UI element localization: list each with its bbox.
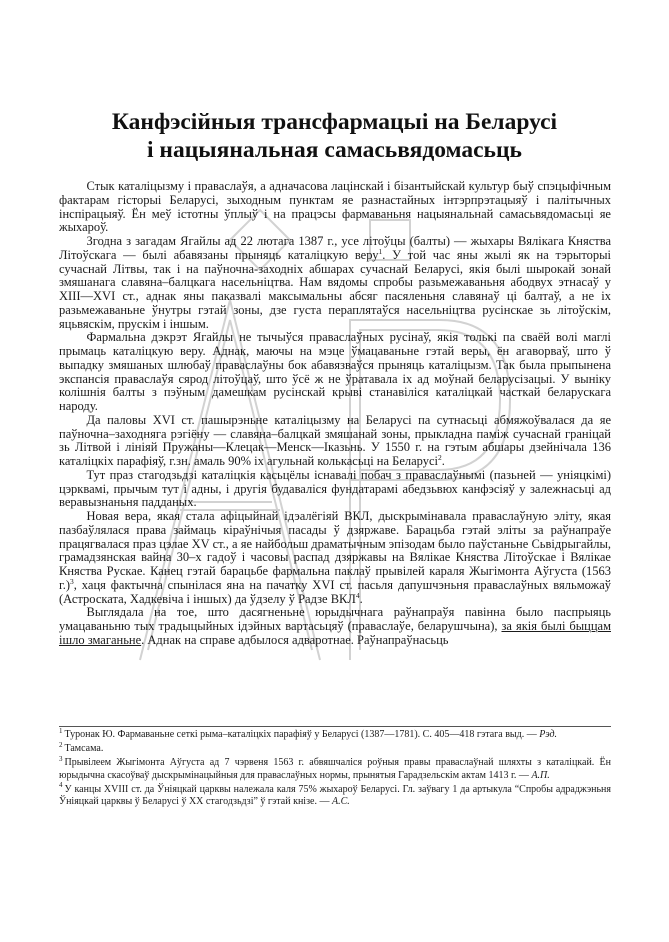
footnote-3-mark: 3 [59, 754, 63, 763]
paragraph-6-part-b: , хаця фактычна спынілася яна на пачатку XVI ст. пасьля дапушчэньня праваслаўных вяльможаў (Астроската, Хадкевіча і іншых) да ўдзелу ў Радзе ВКЛ [59, 577, 611, 606]
footnote-1 [59, 726, 611, 742]
footnote-4 [59, 781, 611, 809]
paragraph-7-part-b: . Аднак на справе адбылося адваротнае. Раўнапраўнасьць [141, 632, 449, 647]
footnote-1-mark: 1 [59, 726, 63, 735]
footnote-1-text: Туронак Ю. Фармаваньне сеткі рыма–каталіцкіх парафіяў у Беларусі (1387—1781). С. 405—418 гэтага выд. — [64, 729, 540, 740]
footnote-4-mark: 4 [59, 781, 63, 790]
footnote-ref-1[interactable]: 1 [378, 246, 383, 256]
footnote-2 [59, 740, 611, 756]
paragraph-4-part-a: Да паловы XVI ст. пашырэньне каталіцызму на Беларусі па сутнасьці абмяжоўвалася да яе паўночна–заходняга рэгіёну — славяна–балцкай змяшанай зоны, прыкладна паміж сучаснай граніцай зь Літвой і лініяй Пружаны—Клецак—Менск—Іказьнь. У 1550 г. на гэтым абшары дзейнічала 136 каталіцкіх парафіяў, г.зн. амаль 90% іх агульнай колькасьці на Беларусі [59, 412, 611, 468]
paragraph-6-part-c: . [359, 591, 363, 606]
footnotes [59, 726, 611, 810]
paragraph-7-part-a: Выглядала на тое, што дасягненьне юрыдычнага раўнапраўя павінна было паспрыяць умацаваньню тых традыцыйных ідэйных вартасьцяў (праваслаўе, беларушчына), [59, 605, 611, 633]
underlined-phrase: за якія былі быццам ішло змаганьне [59, 619, 611, 647]
paragraph-3: Фармальна дэкрэт Ягайлы не тычыўся праваслаўных русінаў, якія толькі па сваёй волі маглі прымаць каталіцкую веру. Аднак, маючы на мэце ўмацаваньне гэтай веры, ён агаворваў, што ў выпадку змяшаных шлюбаў праваслаўны бок абавязваўся прыняць каталіцызм. Так была прыпынена экспансія праваслаўя сярод літоўцаў, што ўсё ж не ўратавала іх ад моўнай беларусізацыі. У выніку колішнія балты з пэўным дамешкам русінскай крыві станавіліся каталіцкай часткай беларускага народу. [59, 330, 611, 413]
paragraph-2-part-b: . У той час яны жылі як на тэрыторыі сучаснай Літвы, так і на паўночна-заходніх абшарах сучаснай Беларусі, якія былі шырокай зонай змяшанага славяна–балцкага насельніцтва. Нам вядомы спробы разьмежаваньня абодвух этнасаў у XIII—XVI ст., аднак яны паказвалі максымальны абсяг пасяленьня славянаў ці балтаў, а не іх разьмежаваньне ўнутры гэтай зоны, дзе густа пераплятаўся насельніцтва русінскае зь літоўскім, яцьвяскім, прускім і іншым. [59, 247, 611, 331]
paragraph-2-part-a: Згодна з загадам Ягайлы ад 22 лютага 1387 г., усе літоўцы (балты) — жыхары Вялікага Княства Літоўскага — былі абавязаны прыняць каталіцкую веру [59, 234, 611, 262]
paragraph-4 [59, 414, 611, 469]
footnote-2-text: Тамсама. [64, 743, 104, 754]
paragraph-4-part-b: . [441, 454, 445, 468]
footnote-2-mark: 2 [59, 740, 63, 749]
footnote-divider [59, 726, 611, 727]
paragraph-7 [59, 606, 611, 647]
paragraph-6 [59, 510, 611, 606]
title-line-2: і нацыянальная самасьвядомасьць [147, 137, 522, 163]
footnote-3 [59, 754, 611, 782]
paragraph-2 [59, 235, 611, 331]
footnote-ref-3[interactable]: 3 [70, 576, 74, 586]
paragraph-5: Тут праз стагодзьдзі каталіцкія касьцёлы існавалі побач з праваслаўнымі (пазьней — уніяцкімі) цэрквамі, прычым тут і адны, і другія будаваліся фундатарамі абедзьвюх канфэсіяў у залежнасьці ад веравызнаньня падданых. [59, 467, 611, 510]
footnote-3-signature: А.П. [531, 769, 550, 781]
footnote-3-text: Прывілеем Жыгімонта Аўгуста ад 7 чэрвеня 1563 г. абвяшчаліся роўныя правы праваслаўнай шляхты з каталіцкай. Ён юрыдычна скасоўваў дыскрымінацыйныя для праваслаўных нормы, прынятыя Гарадзельскім актам 1413 г. — [59, 757, 611, 781]
footnote-4-text: У канцы XVIII ст. да Ўніяцкай царквы належала каля 75% жыхароў Беларусі. Гл. заўвагу 1 да артыкула “Спробы адраджэньня Ўніяцкай царквы ў Беларусі ў XX стагодзьдзі” ў гэтай кнізе. — [59, 783, 611, 807]
paragraph-1: Стык каталіцызму і праваслаўя, а адначасова лацінскай і бізантыйскай культур быў спэцыфічным фактарам гісторыі Беларусі, зыходным пунктам яе разнастайных інтэрпрэтацыяў і палітычных інспірацыяў. Ён меў істотны ўплыў і на працэсы фармаваньня нацыянальнай самасьвядомасьці яе жыхароў. [59, 179, 611, 235]
article-body [59, 180, 611, 648]
footnote-1-signature: Рэд. [539, 729, 558, 740]
footnote-4-signature: А.С. [331, 796, 350, 807]
footnote-ref-2[interactable]: 2 [438, 452, 442, 462]
footnote-ref-4[interactable]: 4 [355, 590, 360, 600]
title-line-1: Канфэсійныя трансфармацыі на Беларусі [111, 109, 558, 135]
paragraph-6-part-a: Новая вера, якая стала афіцыйнай ідэалёгіяй ВКЛ, дыскрымінавала праваслаўную эліту, якая пазбаўлялася права займаць кіраўнічыя пасады ў дзяржаве. Барацьба гэтай эліты за раўнапраўе працягвалася праз цэлае XV ст., а яе найбольш драматычным эпізодам было паўстаньне Сьвідрыгайлы, грамадзянская вайна 30–х гадоў і часовы распад дзяржавы на Вялікае Княства Літоўскае і Вялікае Княства Рускае. Канец гэтай барацьбе фармальна паклаў прывілей караля Жыгімонта Аўгуста (1563 г.) [59, 509, 611, 592]
page-title [40, 108, 629, 164]
